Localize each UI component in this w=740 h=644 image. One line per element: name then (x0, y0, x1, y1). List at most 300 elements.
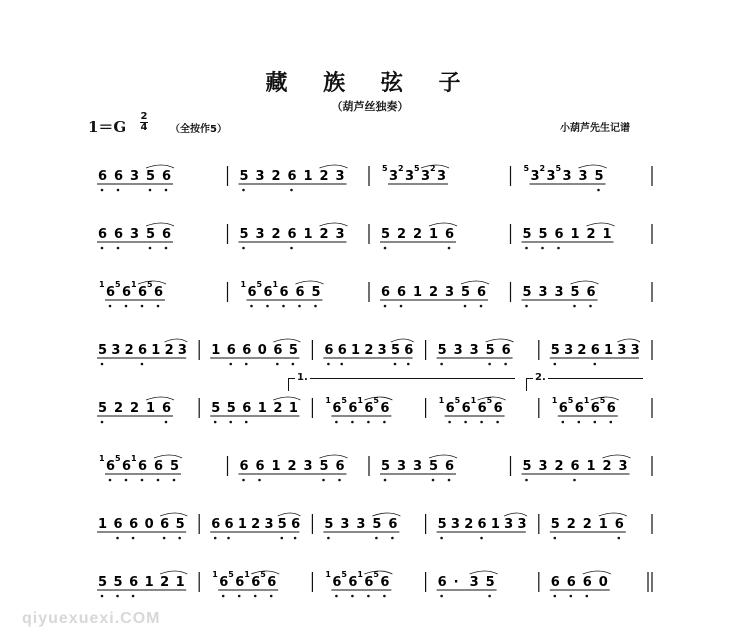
slur (461, 281, 489, 284)
note: 1 (271, 459, 281, 474)
low-octave-dot (258, 479, 261, 482)
low-octave-dot (541, 247, 544, 250)
low-octave-dot (488, 595, 491, 598)
low-octave-dot (618, 537, 621, 540)
slur (391, 339, 414, 342)
note: 2 (554, 459, 564, 474)
low-octave-dot (157, 305, 160, 308)
note: 6 (614, 517, 624, 532)
note: 3 (130, 169, 140, 184)
note: 5 (522, 459, 532, 474)
grace-note: 5 (147, 280, 153, 289)
note: 6 (493, 401, 503, 416)
note: 3 (397, 459, 407, 474)
low-octave-dot (480, 537, 483, 540)
grace-note: 5 (115, 280, 121, 289)
slur (603, 455, 631, 458)
note: 6 (226, 343, 236, 358)
low-octave-dot (109, 305, 112, 308)
note: 3 (405, 169, 415, 184)
first-ending-label: 1. (297, 372, 308, 383)
note: 5 (437, 343, 447, 358)
system-3 (88, 276, 654, 316)
note: 5 (170, 459, 180, 474)
note: 5 (570, 285, 580, 300)
low-octave-dot (375, 537, 378, 540)
note: 6 (211, 517, 221, 532)
note: 3 (554, 285, 564, 300)
note: 3 (421, 169, 431, 184)
note: 2 (273, 401, 283, 416)
grace-note: 1 (583, 396, 590, 405)
low-octave-dot (367, 595, 370, 598)
low-octave-dot (322, 479, 325, 482)
note: 6 (574, 401, 584, 416)
low-octave-dot (338, 479, 341, 482)
system-5 (88, 392, 654, 432)
note: 1 (586, 459, 596, 474)
note: 3 (335, 227, 345, 242)
low-octave-dot (245, 421, 248, 424)
low-octave-dot (597, 189, 600, 192)
slur (296, 281, 324, 284)
grace-note: 5 (115, 454, 121, 463)
note: 2 (586, 227, 596, 242)
note: 5 (390, 343, 401, 358)
note: 5 (538, 227, 548, 242)
note: 5 (311, 285, 321, 300)
low-octave-dot (101, 363, 104, 366)
grace-note: 5 (260, 570, 266, 579)
low-octave-dot (245, 363, 248, 366)
low-octave-dot (242, 189, 245, 192)
low-octave-dot (464, 305, 467, 308)
note: 6 (242, 343, 252, 358)
slur (429, 455, 457, 458)
note: 3 (303, 459, 313, 474)
system-8 (88, 566, 654, 606)
note: 2 (251, 517, 261, 532)
grace-note: 5 (599, 396, 606, 405)
note: 6 (364, 401, 374, 416)
low-octave-dot (141, 363, 144, 366)
low-octave-dot (554, 595, 557, 598)
system-6 (88, 450, 654, 490)
low-octave-dot (157, 479, 160, 482)
key-signature: 1＝G (88, 118, 127, 136)
note: 1 (288, 401, 298, 416)
second-ending-bracket (526, 372, 643, 391)
grace-note: 5 (523, 164, 530, 173)
low-octave-dot (383, 595, 386, 598)
low-octave-dot (222, 595, 225, 598)
low-octave-dot (266, 305, 269, 308)
note: 0 (144, 517, 154, 532)
note: 2 (429, 285, 439, 300)
note: 1 (303, 227, 313, 242)
note: 5 (485, 343, 495, 358)
note: 3 (630, 343, 640, 358)
low-octave-dot (178, 537, 181, 540)
note: 2 (319, 227, 329, 242)
low-octave-dot (554, 363, 557, 366)
note: 1 (144, 575, 154, 590)
note: 2 (464, 517, 474, 532)
note: 6 (98, 227, 108, 242)
note: 5 (381, 459, 391, 474)
slur (320, 223, 348, 226)
note: 3 (255, 227, 265, 242)
grace-note: 2 (398, 164, 404, 173)
slur (273, 339, 300, 342)
note: 3 (538, 459, 548, 474)
note: 6 (160, 517, 170, 532)
low-octave-dot (440, 363, 443, 366)
grace-note: 1 (438, 396, 445, 405)
low-octave-dot (250, 305, 253, 308)
low-octave-dot (327, 363, 330, 366)
note: 0 (598, 575, 608, 590)
low-octave-dot (141, 305, 144, 308)
grace-note: 1 (357, 570, 363, 579)
note: 3 (413, 459, 423, 474)
low-octave-dot (480, 305, 483, 308)
low-octave-dot (586, 595, 589, 598)
note: 1 (237, 517, 247, 532)
slur (160, 513, 187, 516)
note: 6 (445, 459, 455, 474)
note: 6 (255, 459, 265, 474)
note: 6 (461, 401, 471, 416)
grace-note: 1 (244, 570, 250, 579)
note: 3 (356, 517, 366, 532)
note: 1 (413, 285, 423, 300)
low-octave-dot (391, 537, 394, 540)
system-svg (88, 508, 654, 548)
slur (320, 455, 348, 458)
low-octave-dot (367, 421, 370, 424)
note: 1 (98, 517, 108, 532)
grace-note: 1 (131, 280, 137, 289)
grace-note: 1 (272, 280, 279, 289)
low-octave-dot (132, 537, 135, 540)
note: 3 (335, 169, 345, 184)
slur (160, 571, 187, 574)
note: 6 (437, 575, 447, 590)
transcriber-credit: 小葫芦先生记谱 (560, 123, 630, 134)
slur (571, 281, 599, 284)
note: 3 (111, 343, 121, 358)
low-octave-dot (109, 479, 112, 482)
low-octave-dot (525, 305, 528, 308)
slur (146, 397, 174, 400)
low-octave-dot (327, 537, 330, 540)
low-octave-dot (290, 247, 293, 250)
fingering-note: （全按作5） (170, 124, 227, 135)
slur (486, 339, 514, 342)
low-octave-dot (101, 421, 104, 424)
note: 2 (577, 343, 587, 358)
note: 5 (288, 343, 298, 358)
note: 3 (453, 343, 463, 358)
grace-note: 1 (131, 454, 137, 463)
grace-note: 5 (382, 164, 388, 173)
note: 5 (324, 517, 334, 532)
time-signature (140, 112, 148, 133)
note: 1 (429, 227, 439, 242)
note: 2 (566, 517, 576, 532)
note: 6 (162, 401, 172, 416)
note: 6 (239, 459, 249, 474)
note: 3 (546, 169, 556, 184)
note: 5 (485, 575, 495, 590)
slur (278, 513, 301, 516)
system-7 (88, 508, 654, 548)
note: 5 (522, 285, 532, 300)
note: 5 (98, 343, 108, 358)
low-octave-dot (525, 479, 528, 482)
note: 1 (490, 517, 500, 532)
low-octave-dot (165, 247, 168, 250)
note: 6 (138, 285, 148, 300)
note: 3 (130, 227, 140, 242)
note: 2 (287, 459, 297, 474)
note: 3 (377, 343, 387, 358)
low-octave-dot (101, 595, 104, 598)
low-octave-dot (594, 421, 597, 424)
system-4 (88, 334, 654, 374)
note: 6 (348, 401, 358, 416)
note: 2 (124, 343, 134, 358)
note: 2 (114, 401, 124, 416)
low-octave-dot (242, 247, 245, 250)
note: 6 (558, 401, 568, 416)
slur (504, 513, 527, 516)
low-octave-dot (448, 421, 451, 424)
note: 6 (332, 575, 342, 590)
note: 3 (389, 169, 399, 184)
note: 6 (98, 169, 108, 184)
note: 1 (351, 343, 361, 358)
note: 2 (160, 575, 170, 590)
note: 6 (381, 285, 391, 300)
note: 2 (397, 227, 407, 242)
note: 1 (604, 343, 614, 358)
grace-note: 1 (357, 396, 363, 405)
low-octave-dot (270, 595, 273, 598)
low-octave-dot (573, 479, 576, 482)
note: 6 (113, 517, 123, 532)
low-octave-dot (480, 421, 483, 424)
system-svg (88, 160, 654, 200)
note: 5 (226, 401, 236, 416)
site-watermark: qiyuexuexi.COM (22, 610, 161, 627)
note: 5 (277, 517, 287, 532)
note: 6 (380, 575, 390, 590)
note: 6 (380, 401, 390, 416)
grace-note: 1 (470, 396, 477, 405)
note: 6 (154, 285, 164, 300)
low-octave-dot (227, 537, 230, 540)
note: 3 (617, 343, 627, 358)
note: 6 (332, 401, 342, 416)
note: 6 (364, 575, 374, 590)
slur (372, 513, 400, 516)
low-octave-dot (440, 595, 443, 598)
note: 2 (582, 517, 592, 532)
grace-note: 5 (567, 396, 574, 405)
note: 6 (445, 401, 455, 416)
note: 6 (114, 169, 124, 184)
note: 6 (129, 517, 139, 532)
note: 6 (477, 401, 487, 416)
note: 6 (287, 227, 297, 242)
low-octave-dot (448, 479, 451, 482)
low-octave-dot (165, 189, 168, 192)
second-ending-label: 2. (535, 372, 546, 383)
low-octave-dot (229, 421, 232, 424)
slur (320, 165, 348, 168)
low-octave-dot (165, 421, 168, 424)
note: 6 (404, 343, 414, 358)
note: 6 (590, 343, 600, 358)
note: 6 (606, 401, 616, 416)
note: 6 (279, 285, 289, 300)
low-octave-dot (229, 363, 232, 366)
note: 3 (530, 169, 540, 184)
note: 5 (429, 459, 439, 474)
low-octave-dot (101, 189, 104, 192)
note: 6 (566, 575, 576, 590)
note: · (453, 575, 459, 590)
note: 0 (257, 343, 267, 358)
slur (429, 223, 457, 226)
low-octave-dot (573, 305, 576, 308)
note: 1 (570, 227, 580, 242)
note: 6 (106, 285, 116, 300)
note: 6 (106, 459, 116, 474)
note: 6 (122, 285, 132, 300)
note: 5 (239, 169, 249, 184)
low-octave-dot (117, 247, 120, 250)
note: 2 (271, 227, 281, 242)
low-octave-dot (280, 537, 283, 540)
system-2 (88, 218, 654, 258)
note: 3 (450, 517, 460, 532)
note: 3 (469, 575, 479, 590)
low-octave-dot (101, 247, 104, 250)
low-octave-dot (351, 421, 354, 424)
system-1 (88, 160, 654, 200)
note: 6 (162, 227, 172, 242)
grace-note: 5 (454, 396, 461, 405)
note: 6 (295, 285, 305, 300)
note: 5 (239, 227, 249, 242)
grace-note: 5 (341, 396, 347, 405)
note: 2 (413, 227, 423, 242)
note: 2 (319, 169, 329, 184)
grace-note: 2 (539, 164, 546, 173)
note: 3 (618, 459, 628, 474)
note: 5 (550, 343, 560, 358)
note: 5 (319, 459, 329, 474)
note: 6 (550, 575, 560, 590)
note: 6 (154, 459, 164, 474)
grace-note: 5 (228, 570, 234, 579)
low-octave-dot (578, 421, 581, 424)
grace-note: 1 (99, 280, 105, 289)
grace-note: 5 (373, 570, 379, 579)
low-octave-dot (314, 305, 317, 308)
note: 5 (146, 227, 156, 242)
note: 3 (517, 517, 527, 532)
note: 3 (437, 169, 447, 184)
note: 6 (242, 401, 252, 416)
note: 6 (388, 517, 398, 532)
note: 5 (113, 575, 123, 590)
note: 6 (247, 285, 257, 300)
low-octave-dot (351, 595, 354, 598)
note: 5 (98, 575, 108, 590)
score-subtitle: （葫芦丝独奏） (331, 100, 409, 113)
note: 3 (445, 285, 455, 300)
note: 1 (146, 401, 156, 416)
note: 6 (348, 575, 358, 590)
low-octave-dot (384, 247, 387, 250)
note: 1 (598, 517, 608, 532)
low-octave-dot (294, 537, 297, 540)
note: 3 (469, 343, 479, 358)
low-octave-dot (214, 537, 217, 540)
note: 1 (175, 575, 185, 590)
score-title: 藏 族 弦 子 (265, 70, 475, 96)
grace-note: 1 (99, 454, 105, 463)
note: 2 (271, 169, 281, 184)
grace-note: 1 (551, 396, 558, 405)
slur (146, 223, 174, 226)
note: 6 (586, 285, 596, 300)
low-octave-dot (589, 305, 592, 308)
note: 6 (129, 575, 139, 590)
low-octave-dot (448, 247, 451, 250)
note: 1 (257, 401, 267, 416)
note: 6 (477, 517, 487, 532)
low-octave-dot (488, 363, 491, 366)
note: 6 (337, 343, 347, 358)
low-octave-dot (163, 537, 166, 540)
note: 5 (461, 285, 471, 300)
low-octave-dot (554, 537, 557, 540)
note: 5 (522, 227, 532, 242)
note: 2 (364, 343, 374, 358)
grace-note: 1 (240, 280, 247, 289)
low-octave-dot (276, 363, 279, 366)
note: 3 (177, 343, 187, 358)
note: 6 (273, 343, 283, 358)
low-octave-dot (464, 421, 467, 424)
low-octave-dot (117, 189, 120, 192)
note: 5 (175, 517, 185, 532)
low-octave-dot (407, 363, 410, 366)
note: 3 (255, 169, 265, 184)
low-octave-dot (593, 363, 596, 366)
low-octave-dot (562, 421, 565, 424)
note: 6 (324, 343, 334, 358)
low-octave-dot (116, 537, 119, 540)
grace-note: 2 (430, 164, 436, 173)
low-octave-dot (254, 595, 257, 598)
low-octave-dot (125, 479, 128, 482)
